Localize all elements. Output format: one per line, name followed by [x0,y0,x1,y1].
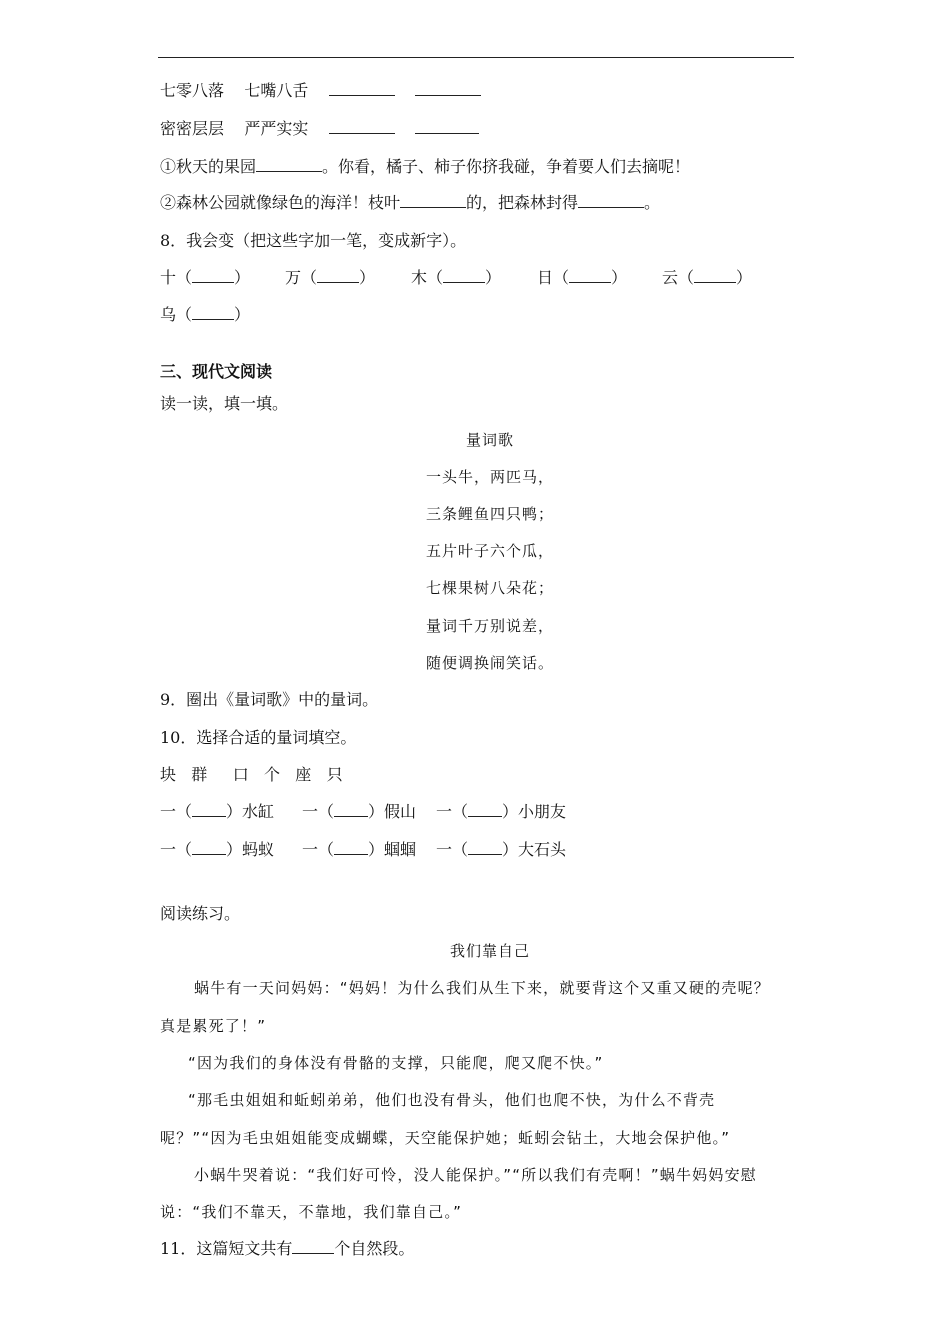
q8-char: 万 [285,268,302,287]
paren: （ [176,268,193,287]
q10-item [436,840,566,860]
idiom-2b: 严严实实 [244,119,309,138]
q10-item [436,802,566,822]
option-word: 座 [295,765,312,784]
q8-char: 云 [662,268,679,287]
option-word: 块 [160,765,177,784]
idiom-row-1 [160,81,481,101]
sentence-text: ①秋天的果园 [160,157,257,176]
idiom-1a: 七零八落 [160,81,225,100]
q8-title: 8．我会变（把这些字加一笔，变成新字）。 [160,231,467,250]
paren: ） [368,802,385,821]
paren: ） [502,840,519,859]
poem-line: 七棵果树八朵花； [425,579,554,597]
sentence-blank[interactable] [578,193,644,208]
idiom-row-2 [160,119,479,139]
q10-noun: 蚂蚁 [242,840,275,859]
q11-text: 11．这篇短文共有 [160,1239,293,1258]
poem-line: 三条鲤鱼四只鸭； [425,505,554,523]
answer-blank[interactable] [192,840,226,855]
idiom-1b: 七嘴八舌 [244,81,309,100]
answer-blank[interactable] [192,305,234,320]
q10-noun: 假山 [384,802,417,821]
answer-blank[interactable] [317,268,359,283]
sentence-text: 。 [644,193,661,212]
sentence-blank[interactable] [400,193,466,208]
answer-blank[interactable] [443,268,485,283]
poem-line: 随便调换闹笑话。 [425,654,554,672]
answer-blank[interactable] [192,268,234,283]
section-instruction: 读一读，填一填。 [160,394,289,413]
sentence-blank[interactable] [256,157,322,172]
paren: ） [234,268,251,287]
q10-options [160,765,343,785]
q10-item [302,840,416,860]
answer-blank[interactable] [334,802,368,817]
q11-text: 个自然段。 [334,1239,415,1258]
reading-paragraph-4: 小蜗牛哭着说：“我们好可怜，没人能保护。”“所以我们有壳啊！”蜗牛妈妈安慰 [194,1166,757,1184]
answer-blank[interactable] [569,268,611,283]
paren: ） [368,840,385,859]
answer-blank[interactable] [334,840,368,855]
paren: （ [427,268,444,287]
idiom-blank[interactable] [329,81,395,96]
reading-paragraph-2: “因为我们的身体没有骨骼的支撑，只能爬，爬又爬不快。” [188,1054,604,1072]
answer-blank[interactable] [468,840,502,855]
q7-sentence-2 [160,193,660,213]
poem-line: 五片叶子六个瓜， [425,542,554,560]
poem-title: 量词歌 [465,431,514,449]
sentence-text: 。你看，橘子、柿子你挤我碰，争着要人们去摘呢！ [322,157,691,176]
q7-sentence-1 [160,157,690,177]
answer-blank[interactable] [468,802,502,817]
q8-char: 十 [160,268,177,287]
q9-title: 9．圈出《量词歌》中的量词。 [160,690,379,709]
reading-paragraph-3-cont: 呢？”“因为毛虫姐姐能变成蝴蝶，天空能保护她；蚯蚓会钻土，大地会保护他。” [160,1129,731,1147]
q8-item [411,268,501,288]
sentence-text: 的，把森林封得 [466,193,579,212]
paren: ） [226,802,243,821]
q8-item [537,268,627,288]
paren: 一（ [436,802,469,821]
paren: 一（ [302,840,335,859]
paren: （ [301,268,318,287]
option-word: 口 [232,765,249,784]
q11 [160,1239,414,1259]
q8-item [160,268,250,288]
reading-paragraph-1-cont: 真是累死了！” [160,1017,267,1035]
reading-paragraph-1: 蜗牛有一天问妈妈：“妈妈！为什么我们从生下来，就要背这个又重又硬的壳呢？ [194,979,770,997]
q8-char: 乌 [160,305,177,324]
paren: （ [553,268,570,287]
paren: ） [234,305,251,324]
answer-blank[interactable] [192,802,226,817]
paren: ） [226,840,243,859]
paren: ） [736,268,753,287]
header-rule [158,57,794,58]
paren: 一（ [302,802,335,821]
paren: ） [611,268,628,287]
section-heading: 三、现代文阅读 [160,362,273,381]
paren: ） [359,268,376,287]
idiom-blank[interactable] [415,119,479,134]
reading-title: 我们靠自己 [449,942,530,960]
answer-blank[interactable] [292,1239,334,1254]
reading-paragraph-3: “那毛虫姐姐和蚯蚓弟弟，他们也没有骨头，他们也爬不快，为什么不背壳 [188,1091,716,1109]
answer-blank[interactable] [694,268,736,283]
idiom-2a: 密密层层 [160,119,225,138]
q8-item [662,268,752,288]
paren: 一（ [160,840,193,859]
q10-noun: 水缸 [242,802,275,821]
option-word: 只 [326,765,343,784]
idiom-blank[interactable] [329,119,395,134]
poem-line: 量词千万别说差， [425,617,554,635]
reading-paragraph-4-cont: 说：“我们不靠天，不靠地，我们靠自己。” [160,1203,463,1221]
paren: ） [485,268,502,287]
paren: 一（ [436,840,469,859]
paren: （ [678,268,695,287]
q10-title: 10．选择合适的量词填空。 [160,728,357,747]
q8-item [160,305,250,325]
paren: （ [176,305,193,324]
q8-char: 日 [537,268,554,287]
option-word: 个 [264,765,281,784]
q10-item [160,840,274,860]
q10-noun: 小朋友 [518,802,567,821]
q8-char: 木 [411,268,428,287]
q10-noun: 大石头 [518,840,567,859]
poem-line: 一头牛，两匹马， [425,468,554,486]
q10-noun: 蝈蝈 [384,840,417,859]
q10-item [302,802,416,822]
q10-item [160,802,274,822]
paren: ） [502,802,519,821]
sentence-text: ②森林公园就像绿色的海洋！枝叶 [160,193,401,212]
paren: 一（ [160,802,193,821]
q8-item [285,268,375,288]
option-word: 群 [191,765,208,784]
idiom-blank[interactable] [415,81,481,96]
reading-label: 阅读练习。 [160,904,241,923]
